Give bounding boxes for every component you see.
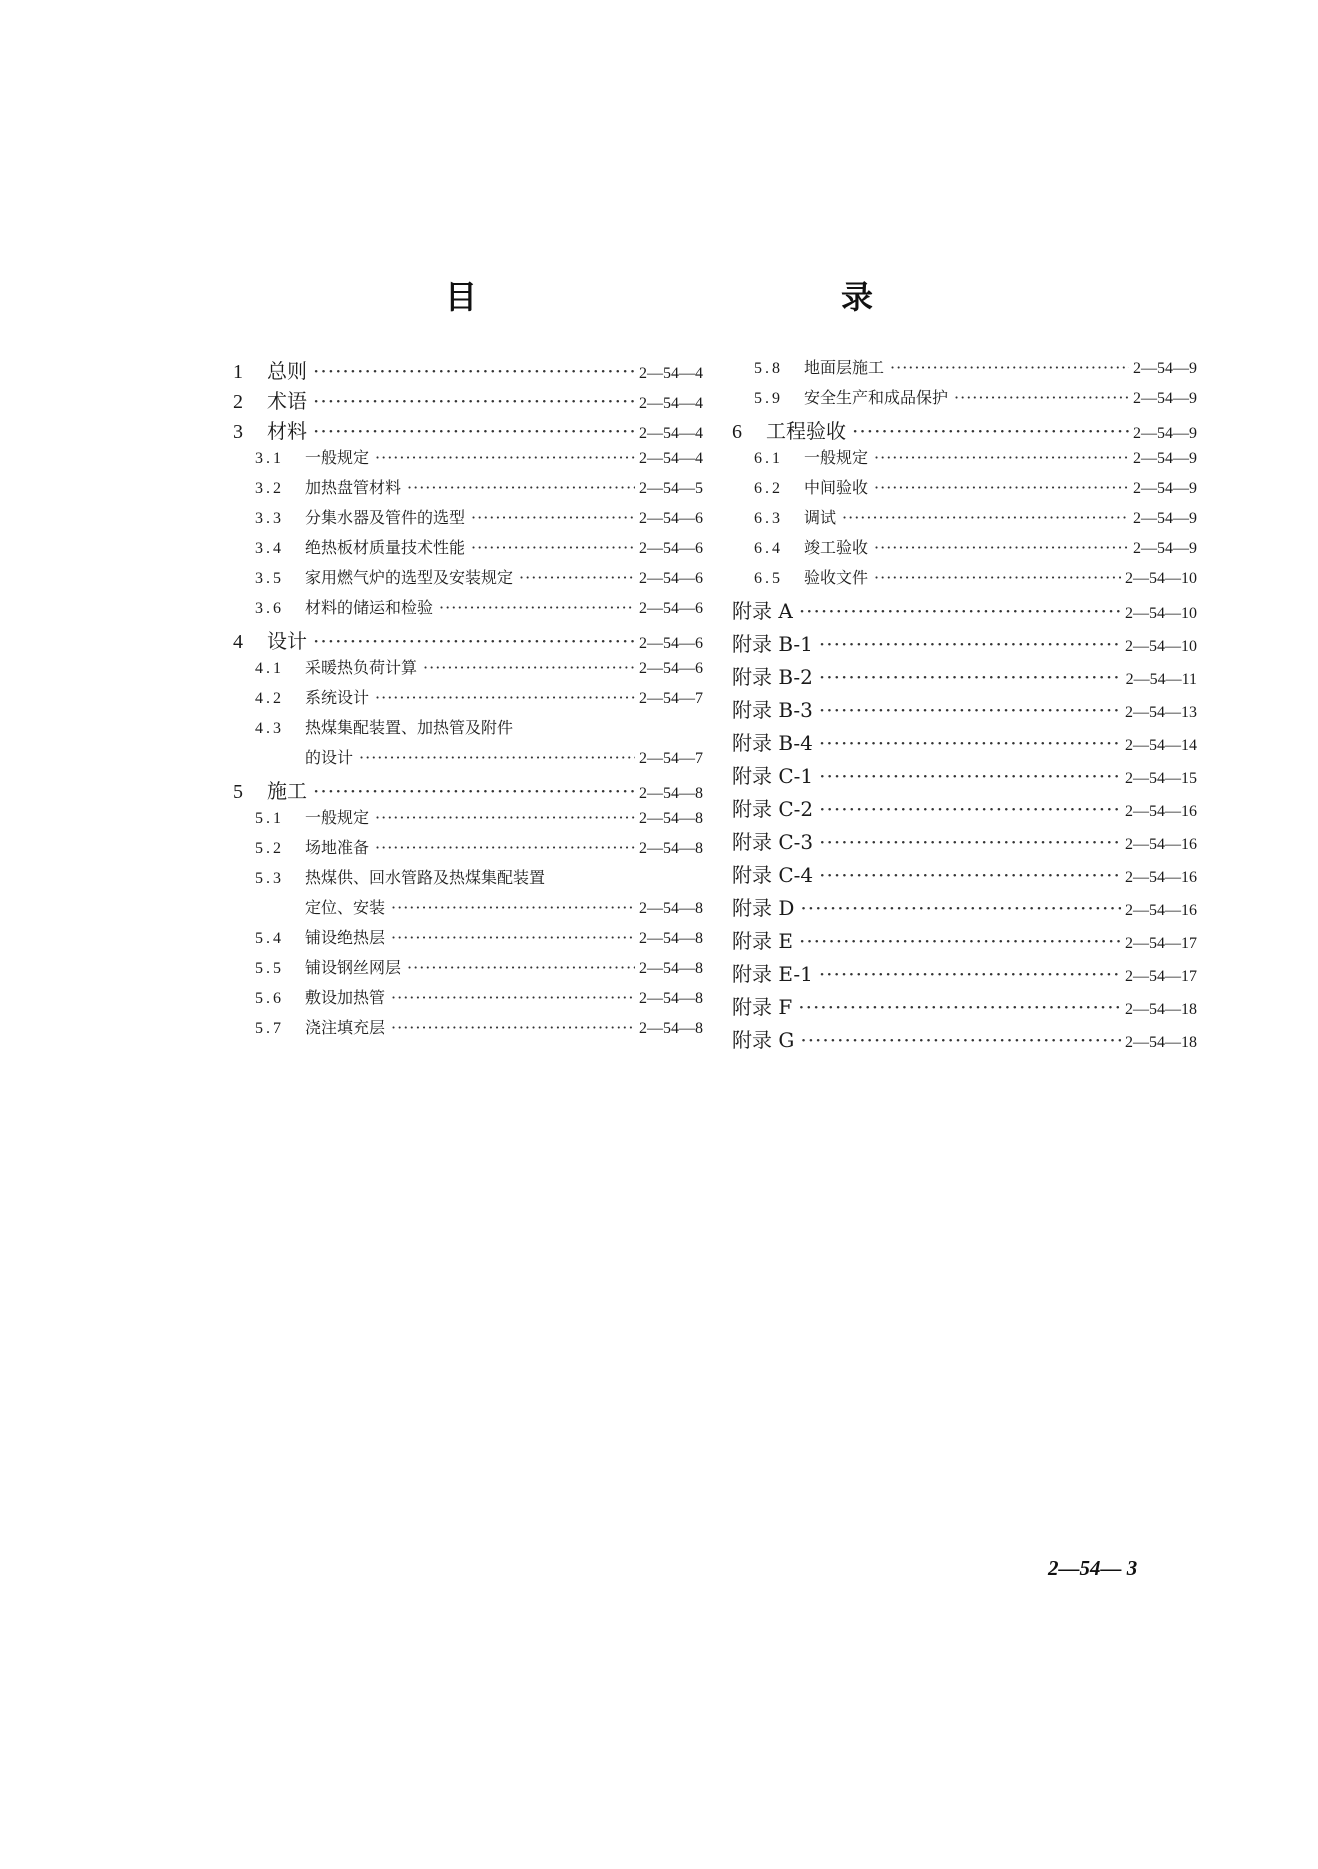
toc-entry-page: 2—54—16: [1125, 902, 1197, 919]
toc-entry-page: 2—54—8: [639, 785, 703, 802]
toc-entry-title: 附录 B-2: [732, 665, 813, 689]
toc-appendix-entry[interactable]: [732, 892, 1197, 925]
toc-appendix-entry[interactable]: [732, 826, 1197, 859]
toc-entry-page: 2—54—16: [1125, 836, 1197, 853]
toc-entry-title: 附录 C-3: [732, 830, 814, 854]
toc-leader-dots: [819, 665, 1122, 689]
toc-entry-page: 2—54—11: [1125, 671, 1197, 688]
toc-entry-number: 5: [233, 781, 243, 803]
toc-entry-number: 4: [233, 631, 243, 653]
toc-entry-page: 2—54—8: [639, 1020, 703, 1037]
toc-appendix-entry[interactable]: [732, 628, 1197, 661]
toc-entry-title: 验收文件: [804, 568, 869, 587]
toc-entry-number: 3.5: [255, 570, 284, 587]
toc-entry-title: 敷设加热管: [305, 988, 386, 1007]
toc-entry-page: 2—54—9: [1133, 390, 1197, 407]
toc-entry-number: 5.4: [255, 930, 284, 947]
toc-entry-title: 热煤集配装置、加热管及附件: [305, 718, 514, 737]
toc-entry-title: 附录 E: [732, 929, 793, 953]
toc-section-entry[interactable]: [233, 985, 703, 1015]
toc-entry-title: 附录 B-4: [732, 731, 813, 755]
toc-entry-page: 2—54—17: [1125, 935, 1197, 952]
toc-entry-number: 3.4: [255, 540, 284, 557]
footer-page-number: 2—54— 3: [1048, 1556, 1138, 1580]
toc-leader-dots: [874, 448, 1129, 467]
toc-entry-number: 6.5: [754, 570, 783, 587]
toc-section-entry[interactable]: [233, 715, 703, 745]
toc-entry-page: 2—54—7: [639, 750, 703, 767]
toc-chapter-entry[interactable]: [233, 775, 703, 805]
toc-entry-title: 地面层施工: [804, 358, 885, 377]
toc-entry-title: 分集水器及管件的选型: [305, 508, 466, 527]
toc-entry-page: 2—54—13: [1125, 704, 1197, 721]
toc-left-column: [233, 355, 703, 1045]
toc-entry-title: 附录 E-1: [732, 962, 813, 986]
toc-entry-title: 铺设绝热层: [305, 928, 386, 947]
toc-section-entry[interactable]: [233, 835, 703, 865]
toc-entry-title: 浇注填充层: [305, 1018, 386, 1037]
toc-leader-dots: [798, 995, 1121, 1019]
toc-appendix-entry[interactable]: [732, 958, 1197, 991]
toc-entry-title: 一般规定: [305, 448, 370, 467]
toc-entry-title: 附录 B-3: [732, 698, 813, 722]
toc-chapter-entry[interactable]: [233, 385, 703, 415]
toc-leader-dots: [799, 929, 1121, 953]
toc-entry-number: 1: [233, 361, 243, 383]
toc-section-entry[interactable]: [233, 1015, 703, 1045]
toc-entry-title: 系统设计: [305, 688, 370, 707]
toc-section-entry[interactable]: [233, 925, 703, 955]
toc-leader-dots: [313, 389, 635, 413]
toc-entry-page: 2—54—8: [639, 930, 703, 947]
toc-section-entry[interactable]: [233, 655, 703, 685]
page-title: 目 录: [444, 278, 973, 316]
toc-leader-dots: [423, 658, 635, 677]
toc-leader-dots: [391, 988, 635, 1007]
toc-leader-dots: [819, 962, 1121, 986]
toc-entry-page: 2—54—6: [639, 540, 703, 557]
toc-section-entry[interactable]: [233, 805, 703, 835]
toc-entry-page: 2—54—9: [1133, 425, 1197, 442]
toc-leader-dots: [819, 632, 1121, 656]
toc-appendix-entry[interactable]: [732, 727, 1197, 760]
toc-entry-page: 2—54—6: [639, 510, 703, 527]
toc-leader-dots: [874, 538, 1129, 557]
toc-leader-dots: [819, 830, 1121, 854]
toc-section-entry[interactable]: [732, 445, 1197, 475]
toc-entry-page: 2—54—14: [1125, 737, 1197, 754]
toc-entry-page: 2—54—8: [639, 990, 703, 1007]
toc-entry-title: 绝热板材质量技术性能: [305, 538, 466, 557]
toc-entry-number: 3.2: [255, 480, 284, 497]
toc-leader-dots: [407, 958, 635, 977]
toc-section-entry[interactable]: [732, 385, 1197, 415]
toc-right-column: [732, 355, 1197, 1057]
toc-entry-title: 附录 A: [732, 599, 793, 623]
toc-appendix-entry[interactable]: [732, 694, 1197, 727]
toc-leader-dots: [313, 629, 635, 653]
toc-entry-page: 2—54—10: [1125, 605, 1197, 622]
toc-entry-page: 2—54—18: [1125, 1001, 1197, 1018]
toc-entry-number: 5.2: [255, 840, 284, 857]
toc-section-entry[interactable]: [233, 475, 703, 505]
toc-chapter-entry[interactable]: [732, 415, 1197, 445]
toc-leader-dots: [313, 419, 635, 443]
toc-entry-title: 附录 D: [732, 896, 795, 920]
toc-entry-page: 2—54—17: [1125, 968, 1197, 985]
toc-entry-page: 2—54—4: [639, 395, 703, 412]
toc-chapter-entry[interactable]: [233, 415, 703, 445]
toc-entry-number: 4.2: [255, 690, 284, 707]
toc-entry-title: 设计: [267, 629, 307, 653]
toc-entry-title: 附录 G: [732, 1028, 795, 1052]
toc-entry-number: 6: [732, 421, 742, 443]
toc-entry-page: 2—54—9: [1133, 480, 1197, 497]
toc-entry-number: 5.7: [255, 1020, 284, 1037]
toc-appendix-entry[interactable]: [732, 661, 1197, 694]
toc-entry-title: 工程验收: [766, 419, 846, 443]
toc-section-entry[interactable]: [233, 565, 703, 595]
toc-entry-title: 总则: [267, 359, 307, 383]
toc-leader-dots: [800, 1028, 1121, 1052]
toc-appendix-entry[interactable]: [732, 793, 1197, 826]
toc-leader-dots: [391, 898, 635, 917]
toc-section-entry[interactable]: [233, 955, 703, 985]
toc-leader-dots: [375, 448, 635, 467]
toc-section-entry[interactable]: [233, 445, 703, 475]
toc-entry-number: 3.3: [255, 510, 284, 527]
toc-leader-dots: [375, 808, 635, 827]
toc-leader-dots: [890, 358, 1129, 377]
toc-section-entry[interactable]: [233, 685, 703, 715]
toc-entry-number: 3: [233, 421, 243, 443]
toc-entry-page: 2—54—15: [1125, 770, 1197, 787]
toc-entry-number: 5.6: [255, 990, 284, 1007]
toc-entry-title: 场地准备: [305, 838, 370, 857]
toc-entry-number: 5.8: [754, 360, 783, 377]
toc-entry-page: 2—54—9: [1133, 360, 1197, 377]
toc-section-entry[interactable]: [732, 355, 1197, 385]
toc-entry-title: 热煤供、回水管路及热煤集配装置: [305, 868, 546, 887]
toc-entry-title: 加热盘管材料: [305, 478, 402, 497]
toc-leader-dots: [954, 388, 1129, 407]
toc-entry-page: 2—54—6: [639, 570, 703, 587]
toc-leader-dots: [799, 599, 1121, 623]
toc-entry-title: 竣工验收: [804, 538, 869, 557]
toc-entry-number: 5.9: [754, 390, 783, 407]
toc-entry-title: 术语: [267, 389, 307, 413]
toc-entry-number: 3.1: [255, 450, 284, 467]
toc-leader-dots: [375, 688, 635, 707]
toc-section-entry[interactable]: [732, 565, 1197, 595]
toc-leader-dots: [519, 568, 635, 587]
toc-entry-title: 附录 C-2: [732, 797, 814, 821]
toc-entry-page: 2—54—9: [1133, 450, 1197, 467]
toc-section-entry[interactable]: [233, 595, 703, 625]
toc-entry-title: 调试: [804, 508, 837, 527]
toc-leader-dots: [313, 359, 635, 383]
toc-entry-title: 铺设钢丝网层: [305, 958, 402, 977]
toc-entry-page: 2—54—9: [1133, 540, 1197, 557]
toc-appendix-entry[interactable]: [732, 1024, 1197, 1057]
toc-entry-page: 2—54—6: [639, 660, 703, 677]
toc-leader-dots: [313, 779, 635, 803]
toc-entry-page: 2—54—16: [1125, 869, 1197, 886]
toc-entry-title: 家用燃气炉的选型及安装规定: [305, 568, 514, 587]
toc-appendix-entry[interactable]: [732, 760, 1197, 793]
toc-section-entry[interactable]: [732, 475, 1197, 505]
toc-entry-number: 6.3: [754, 510, 783, 527]
toc-entry-page: 2—54—9: [1133, 510, 1197, 527]
toc-entry-page: 2—54—4: [639, 450, 703, 467]
toc-entry-number: 6.1: [754, 450, 783, 467]
toc-section-entry[interactable]: [732, 535, 1197, 565]
toc-leader-dots: [819, 764, 1121, 788]
toc-section-entry[interactable]: [233, 745, 703, 775]
toc-entry-page: 2—54—8: [639, 810, 703, 827]
toc-entry-title: 施工: [267, 779, 307, 803]
toc-entry-page: 2—54—18: [1125, 1034, 1197, 1051]
toc-entry-title: 安全生产和成品保护: [804, 388, 949, 407]
toc-entry-title: 附录 C-4: [732, 863, 814, 887]
toc-entry-title: 材料: [267, 419, 307, 443]
toc-leader-dots: [471, 508, 635, 527]
toc-section-entry[interactable]: [233, 535, 703, 565]
toc-section-entry[interactable]: [233, 895, 703, 925]
toc-leader-dots: [874, 478, 1129, 497]
toc-chapter-entry[interactable]: [233, 625, 703, 655]
toc-entry-number: 4.1: [255, 660, 284, 677]
toc-appendix-entry[interactable]: [732, 925, 1197, 958]
toc-entry-title: 附录 C-1: [732, 764, 814, 788]
toc-entry-number: 5.1: [255, 810, 284, 827]
toc-entry-title: 材料的储运和检验: [305, 598, 434, 617]
toc-leader-dots: [874, 568, 1121, 587]
toc-leader-dots: [359, 748, 635, 767]
toc-entry-number: 6.4: [754, 540, 783, 557]
toc-entry-number: 5.3: [255, 870, 284, 887]
toc-leader-dots: [391, 1018, 635, 1037]
toc-leader-dots: [819, 731, 1121, 755]
toc-section-entry[interactable]: [732, 505, 1197, 535]
toc-entry-page: 2—54—16: [1125, 803, 1197, 820]
toc-appendix-entry[interactable]: [732, 991, 1197, 1024]
toc-leader-dots: [819, 797, 1121, 821]
toc-section-entry[interactable]: [233, 865, 703, 895]
toc-section-entry[interactable]: [233, 505, 703, 535]
toc-entry-title: 中间验收: [804, 478, 869, 497]
toc-leader-dots: [407, 478, 635, 497]
toc-entry-page: 2—54—4: [639, 365, 703, 382]
toc-entry-number: 5.5: [255, 960, 284, 977]
toc-appendix-entry[interactable]: [732, 595, 1197, 628]
toc-leader-dots: [439, 598, 635, 617]
toc-entry-number: 6.2: [754, 480, 783, 497]
toc-entry-page: 2—54—5: [639, 480, 703, 497]
toc-entry-number: 3.6: [255, 600, 284, 617]
toc-leader-dots: [471, 538, 635, 557]
toc-entry-number: 2: [233, 391, 243, 413]
toc-entry-title: 附录 F: [732, 995, 793, 1019]
toc-entry-page: 2—54—7: [639, 690, 703, 707]
toc-leader-dots: [375, 838, 635, 857]
toc-chapter-entry[interactable]: [233, 355, 703, 385]
toc-entry-number: 4.3: [255, 720, 284, 737]
toc-entry-page: 2—54—8: [639, 840, 703, 857]
toc-leader-dots: [842, 508, 1129, 527]
toc-leader-dots: [819, 698, 1121, 722]
toc-entry-page: 2—54—6: [639, 635, 703, 652]
toc-entry-title: 的设计: [305, 748, 354, 767]
toc-entry-title: 附录 B-1: [732, 632, 813, 656]
toc-entry-page: 2—54—8: [639, 960, 703, 977]
toc-leader-dots: [819, 863, 1121, 887]
toc-entry-title: 采暖热负荷计算: [305, 658, 418, 677]
toc-entry-page: 2—54—6: [639, 600, 703, 617]
toc-entry-title: 定位、安装: [305, 898, 386, 917]
toc-entry-title: 一般规定: [305, 808, 370, 827]
toc-entry-page: 2—54—10: [1125, 638, 1197, 655]
toc-leader-dots: [852, 419, 1129, 443]
toc-leader-dots: [391, 928, 635, 947]
toc-entry-title: 一般规定: [804, 448, 869, 467]
toc-entry-page: 2—54—4: [639, 425, 703, 442]
toc-entry-page: 2—54—8: [639, 900, 703, 917]
toc-appendix-entry[interactable]: [732, 859, 1197, 892]
toc-entry-page: 2—54—10: [1125, 570, 1197, 587]
toc-leader-dots: [800, 896, 1121, 920]
